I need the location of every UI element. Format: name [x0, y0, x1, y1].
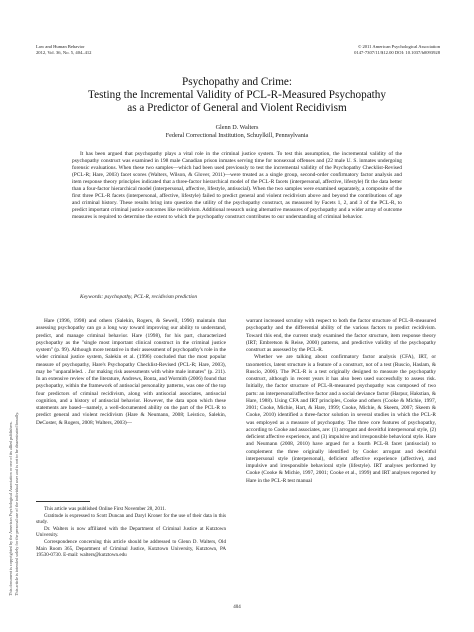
- doi-line: 0147-7307/11/$12.00 DOI: 10.1037/h0093928: [354, 49, 440, 55]
- author-affiliation: Federal Correctional Institution, Schuylkill, Pennsylvania: [165, 132, 309, 139]
- footnote-gratitude: Gratitude is expressed to Scott Duncan and Daryl Kroner for the use of their data in this study.: [36, 512, 226, 526]
- journal-header-left: [36, 44, 91, 55]
- body-paragraph: Hare (1996, 1998) and others (Salekin, Rogers, & Sewell, 1996) maintain that assessing psychopathy can go a long way toward improving our ability to understand, predict, and manage criminal behavior. Hare (1998), for his part, characterized psychopathy as the "single most important clinical construct in the criminal justice system" (p. 99). Although more tentative in their assessment of psychopathy's role in the wider criminal justice system, Salekin et al. (1996) concluded that the most popular measure of psychopathy, Hare's Psychopathy Checklist-Revised (PCL-R; Hare, 2003), may be "unparalleled. . .for making risk assessments with white male inmates" (p. 211). In an extensive review of the literature, Andrews, Bonta, and Wormith (2006) found that psychopathy, within the framework of antisocial personality patterns, was one of the top four predictors of criminal recidivism, along with antisocial associates, antisocial cognition, and a history of antisocial behavior. However, the data upon which these statements are based—namely, a well-documented ability on the part of the PCL-R to predict general and violent recidivism (Hare & Neumann, 2008; Leistico, Salekin, DeCoster, & Rogers, 2008; Walters, 2003)—: [36, 318, 226, 426]
- footnote-divider: [36, 501, 90, 502]
- copyright-sidebar: [8, 36, 19, 596]
- title-line-2: Testing the Incremental Validity of PCL-R-Measured Psychopathy: [88, 89, 386, 102]
- abstract-text: It has been argued that psychopathy plays a vital role in the criminal justice system. To test this assumption, the incremental validity of the psychopathy construct was examined in 198 male Canadian prison inmates serving time for nonsexual offenses and (22 male U. S. inmates undergoing forensic evaluations. When these two samples—which had been used previously to test the incremental validity of the Psychopathy Checklist-Revised (PCL-R; Hare, 2003) facet scores (Walters, Wilson, & Glover, 2011)—were treated as a single group, second-order confirmatory factor analysis and item response theory principles indicated that a three-factor hierarchical model of the PCL-R facets (interpersonal, affective, lifestyle) fit the data better than a four-factor hierarchical model (interpersonal, affective, lifestyle, antisocial). When the two samples were examined separately, a composite of the first three PCL-R facets (interpersonal, affective, lifestyle) failed to predict general and violent recidivism above and beyond the contributions of age and criminal history. These results bring into question the utility of the psychopathy construct, as measured by Facets 1, 2, and 3 of the PCL-R, to predict important criminal justice outcomes like recidivism. Additional research using alternative measures of psychopathy and a wider array of outcome measures is required to determine the extent to which the psychopathy construct contributes to our understanding of criminal behavior.: [72, 151, 402, 221]
- author-block: [40, 124, 434, 140]
- article-title: [40, 76, 434, 116]
- right-column: [246, 318, 436, 485]
- title-line-1: Psychopathy and Crime:: [182, 76, 292, 88]
- author-name: Glenn D. Walters: [215, 124, 259, 131]
- sidebar-line-2: This article is intended solely for the personal use of the individual user and is not to be disseminated broadly.: [13, 411, 19, 596]
- copyright-notice: © 2011 American Psychological Association: [357, 44, 440, 49]
- footnote-online-first: This article was published Online First November 28, 2011.: [44, 506, 167, 512]
- sidebar-line-1: This document is copyrighted by the American Psychological Association or one of its allied publishers.: [8, 421, 13, 596]
- keywords-line: Keywords: psychopathy, PCL-R, recidivism prediction: [80, 294, 198, 300]
- footnote-correspondence: Correspondence concerning this article should be addressed to Glenn D. Walters, Old Main Room 365, Department of Criminal Justice, Kutztown University, Kutztown, PA 19530-0730. E-mail: walters@kutztown.edu: [36, 538, 226, 559]
- page-number: 404: [233, 605, 241, 610]
- journal-name: Law and Human Behavior: [36, 44, 85, 49]
- body-paragraph: warrant increased scrutiny with respect to both the factor structure of PCL-R-measured psychopathy and the differential ability of the various factors to predict recidivism. Toward this end, the current study examined the factor structure, item response theory (IRT; Embretson & Reise, 2000) patterns, and predictive validity of the psychopathy construct as assessed by the PCL-R.: [246, 318, 436, 353]
- footnotes: [36, 506, 226, 559]
- left-column: [36, 318, 226, 427]
- title-line-3: as a Predictor of General and Violent Recidivism: [127, 102, 347, 115]
- footnote-affiliation: Dr. Walters is now affiliated with the Department of Criminal Justice at Kutztown University.: [36, 525, 226, 539]
- volume-info: 2012, Vol. 36, No. 5, 404–412: [36, 49, 92, 55]
- journal-header-right: [354, 44, 440, 55]
- body-paragraph: Whether we are talking about confirmatory factor analysis (CFA), IRT, or taxometrics, latent structure is a feature of a construct, not of a test (Ruscio, Haslam, & Ruscio, 2006). The PCL-R is a test originally designed to measure the psychopathy construct, although in recent years it has also been used successfully to assess risk. Initially, the factor structure of PCL-R-measured psychopathy was composed of two parts: an interpersonal/affective factor and a social deviance factor (Harpur, Hakstian, & Hare, 1988). Using CFA and IRT principles, Cooke and others (Cooke & Michie, 1997, 2001; Cooke, Michie, Hart, & Hare, 1999; Cooke, Michie, & Skeem, 2007; Skeem & Cooke, 2010) identified a three-factor solution in several studies in which the PCL-R was employed as a measure of psychopathy. The three core features of psychopathy, according to Cooke and associates, are: (1) arrogant and deceitful interpersonal style, (2) deficient affective experience, and (3) impulsive and irresponsible behavioral style. Hare and Neumann (2008, 2010) have argued for a fourth PCL-R facet (antisocial) to complement the three originally identified by Cooke: arrogant and deceitful interpersonal style (interpersonal), deficient affective experience (affective), and impulsive and irresponsible behavioral style (lifestyle). IRT analyses performed by Cooke (Cooke & Michie, 1997, 2001; Cooke et al., 1999) and IRT analyses reported by Hare in the PCL-R test manual: [246, 354, 436, 484]
